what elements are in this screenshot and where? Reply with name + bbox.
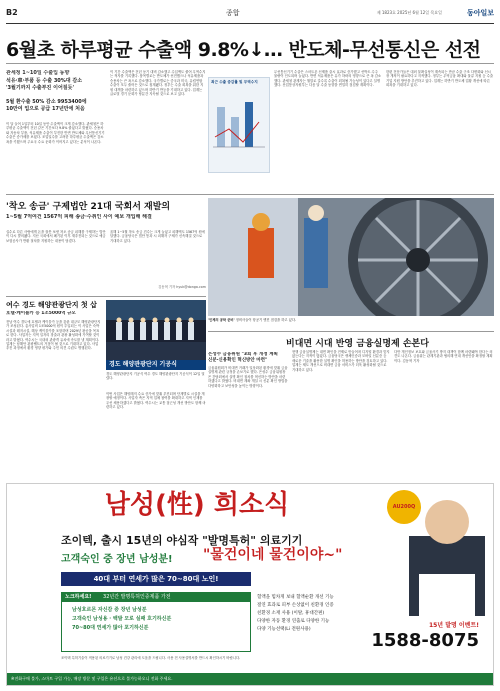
ad-benefit: 70~80대 연세가 많아 포기하신분: [72, 625, 149, 631]
subhead: 신분·신용확인 혁신방안 마련": [208, 358, 268, 363]
ad-features: [257, 594, 407, 634]
subhead: 석유·車·부품 등 수출 30%대 감소: [6, 77, 83, 84]
lead-body-col4: 한편 전문가들은 대외 불확실성이 계속되는 만큼 수출 구조 다변화와 신시장 개척이 필요하다고 지적했다. 정부는 무역금융 확대와 물류 지원 등 수출기업 지원 방안을 추진하고 있다. 업계는 하반기 반도체 업황 개선에 따른 회복을 기대하고 있다.: [386, 70, 494, 88]
divider: [6, 296, 206, 297]
lead-subheads: [6, 70, 106, 114]
subhead: 관세청 1~10일 수출입 동향: [6, 70, 70, 76]
chart-title: 최근 수출 증감률 및 무역수지: [211, 80, 258, 84]
story3-photo: [106, 300, 206, 360]
ad-phone-tag: 15년 발명 이벤트!: [428, 622, 479, 629]
ad-feature: 절연 효과로 피부 손상없이 친환경 인증: [257, 603, 334, 608]
ad-feature: 혈액을 힘차게 보내 혈액순환 개선 기능: [257, 595, 334, 600]
divider: [6, 194, 494, 195]
lead-headline: 6월초 하루평균 수출액 9.8%↓… 반도체-무선통신은 선전: [6, 39, 481, 61]
story3-body-col1: 전남 여수 경도에 호텔과 케이블카 등을 갖춘 대규모 해양관광단지가 조성된다. 총사업비 1조5000억 원이 투입되는 이 사업은 숙박시설과 레저시설, 해상 케이블카를 포함하며 2029년 완공을 목표로 한다. 사업자는 지역 일자리 창출과 관광 활성화에 기여할 것이라고 밝혔다. 여수시는 국내외 관광객 유치에 속도를 낼 계획이다. 업계는 남해안 관광벨트의 거점이 될 것으로 기대하고 있다. 사업 추진 과정에서 환경 영향 평가와 주민 의견 수렴도 병행된다.: [6, 320, 101, 351]
story4-sub: [208, 352, 288, 364]
story2-body-col2: 올해 1~5월 착오 송금 건수는 크게 늘었고 피해액도 1567억 원에 달했다. 금융당국은 법안 통과 시 피해자 구제가 신속해질 것으로 기대하고 있다.: [110, 230, 205, 243]
story4-photo-caption: '인체의 공학 준비' 정비사들이 항공기 엔진 점검을 하고 있다.: [208, 318, 297, 322]
story4-body-col1: 금융위원회가 비대면 거래가 일상화된 환경에 맞춰 금융실명제 관련 규정을 손보기로 했다. 은성수 금융위원장은 간담회에서 실명 확인 절차를 혁신하는 방안을 마련하겠다고 밝혔다. 비대면 계좌 개설 시 신분 확인 방법을 다양화하고 보안성을 높이는 방향이다.: [208, 366, 288, 388]
divider: [6, 63, 494, 64]
story3-photo-caption: 경도 해양관광단지 기공식: [106, 360, 206, 370]
subhead: '3월기까지 수출부진 이어질듯': [6, 85, 74, 91]
export-chart: [208, 77, 270, 173]
ad-phone[interactable]: 1588-8075: [371, 630, 479, 651]
ad-brand-line: 조이텍, 출시 15년의 야심작 "발명특허" 의료기기: [61, 534, 303, 547]
page-number: B2: [6, 8, 18, 17]
lead-body-col2: 이 기간 수출액은 전년 동기 대비 감소했고 수입액도 줄어 무역수지는 적자를 기록했다. 품목별로는 반도체가 선전했으나 석유제품과 승용차는 큰 폭으로 감소했다. 국가별로는 중국과 미국, 유럽연합 수출이 모두 줄어든 것으로 집계됐다. 정부는 수출 회복을 위한 지원 대책을 마련하고 있으며 하반기 반등을 기대하고 있다. 업계는 글로벌 경기 둔화가 당분간 지속될 것으로 보고 있다.: [110, 70, 206, 97]
story4-body-col2: 현행 금융실명제는 대면 확인을 전제로 만들어져 디지털 환경과 맞지 않는다는 지적이 많았다. 금융당국은 생체인증과 모바일 신분증 등 새로운 기술을 활용한 실명 확인을 허용하는 방안을 검토하고 있다. 업계는 제도 개선으로 비대면 금융 서비스가 더욱 활성화될 것으로 기대하고 있다.: [292, 350, 390, 372]
ad-benefits-list: [72, 606, 171, 633]
issue-meta: 제 1823호 2025년 6월 12일 목요일: [376, 10, 442, 15]
story4-headline: 비대면 시대 반영 금융실명제 손본다: [286, 339, 429, 349]
divider: [208, 331, 494, 332]
story3-headline: 여수 경도 해양관광단지 첫 삽: [6, 301, 97, 309]
page-header: [6, 6, 494, 24]
story2-byline: 김동혁 기자 hyuk@donga.com: [158, 285, 206, 289]
story2-sub: 1~5월 7억여건 1567억 피해 송금·수취인 사이 예보 개입해 해결: [6, 214, 152, 220]
ad-feature: 친환경 소재 사용 (이탈, 휴대간편): [257, 611, 325, 616]
story2-headline: '착오 송금' 구제법안 21대 국회서 재발의: [6, 202, 171, 212]
ad-slogan-right: "물건이네 물건이야~": [203, 547, 343, 563]
ad-title: 남성(性) 희소식: [104, 490, 290, 520]
ad-age-band: 40대 부터 연세가 많은 70~80대 노인!: [61, 572, 251, 586]
ad-benefits-sub: 32년간 발명특허인증제품 가전: [103, 594, 171, 600]
ad-footer: ※전화구매 불가, 스마트 구입 가능, 매장 방문 및 구입은 유선으로 불가능하오니 전화 주세요.: [7, 673, 493, 685]
story4-photo: [208, 198, 494, 316]
story4-body-col3: 다만 개인정보 보호와 금융사기 방지 대책이 함께 마련돼야 한다는 의견도 나온다. 금융위는 관계기관과 협의해 연내 개선안을 확정할 계획이다. 김동혁 기자: [394, 350, 493, 363]
story3-body-col2: 이번 사업은 해양레저 수요 증가에 맞춰 추진되며 단계별로 시설을 개장할 예정이다. 사업자 측은 지역 업체 참여를 확대하고 지역 인재를 우선 채용하겠다고 밝혔다. 여수시는 교통 접근성 개선 방안도 함께 마련하고 있다.: [106, 392, 206, 410]
lead-body-col1: 이 달 들어 1일부터 10일 동안 수출액이 크게 감소했다. 관세청은 하루평균 수출액이 전년 같은 기간보다 9.8% 줄었다고 밝혔다. 승용차와 자동차 부품, 석유제품 수출이 부진한 반면 반도체와 무선통신기기 수출은 증가세를 보였다. 조업일수를 고려한 하루평균 수출액은 감소폭을 키웠으며 주요국 수요 둔화가 이어지고 있다는 분석이 나온다.: [6, 122, 105, 144]
ad-benefit: 남성호르몬 자신감 증 장년 남성분: [72, 607, 147, 613]
chart-graphic: [209, 87, 269, 167]
ad-badge: AU200Q: [387, 490, 421, 524]
ad-benefits-header: [62, 593, 250, 602]
ad-benefits-box: [61, 592, 251, 652]
subhead: 5월 환수출 50% 감소 9953400에: [6, 98, 87, 105]
story3-photo-caption-full: 경도 해양관광단지 기공식 여수 경도 해양관광단지 기공식이 12일 열렸다.: [106, 372, 205, 381]
advertisement: [6, 483, 494, 686]
story2-body-col1: 실수로 다른 사람에게 돈을 잘못 보낸 착오 송금 피해를 구제하는 법안이 다시 발의됐다. 지난 국회에서 폐기된 이후 재추진되는 것으로 예금보험공사가 반환 절차를 지원하는 내용이 담겼다.: [6, 230, 106, 243]
newspaper-brand: 동아일보: [466, 9, 494, 17]
ad-feature: 다양한 자동 환경 연출로 다양한 기능: [257, 619, 330, 624]
story4-photo-caption-bold: '인체의 공학 준비': [208, 318, 235, 322]
subhead: 10만여 업으로 공급 17년만에 처음: [6, 106, 85, 112]
section-label: 종합: [226, 9, 240, 17]
ad-benefits-title: 노크하세요!: [65, 594, 92, 600]
lead-body-col3: 무선통신기기 수출은 스마트폰 신제품 출시 효과로 증가했고 선박도 수주 물량이 인도되며 늘었다. 반면 석유제품은 유가 하락의 영향으로 큰 폭 감소했다. 관세청 관계자는 월말로 갈수록 수출이 회복될 가능성이 있다고 설명했다. 산업통상자원부는 다음 달 수출 동향을 면밀히 점검할 계획이다.: [274, 70, 382, 88]
story3-sub: 호텔·케이블카 등 1조5000억 규모: [6, 311, 76, 316]
ad-slogan-left: 고객숙인 중 장년 남성분!: [61, 554, 173, 565]
ad-description: 조이텍 특허기술이 적용된 의료기기로 남성 건강 관리에 도움을 드립니다. 사용 전 사용설명서를 반드시 확인하시기 바랍니다.: [61, 656, 241, 660]
subhead: 은성수 금융위원 "3회 후 개정 계획: [208, 352, 278, 357]
ad-feature: 다양 기능선택(Li 전원사용): [257, 627, 311, 632]
ad-benefit: 고객숙인 남성용 · 백발 모로 실패 호기하신분: [72, 616, 172, 622]
